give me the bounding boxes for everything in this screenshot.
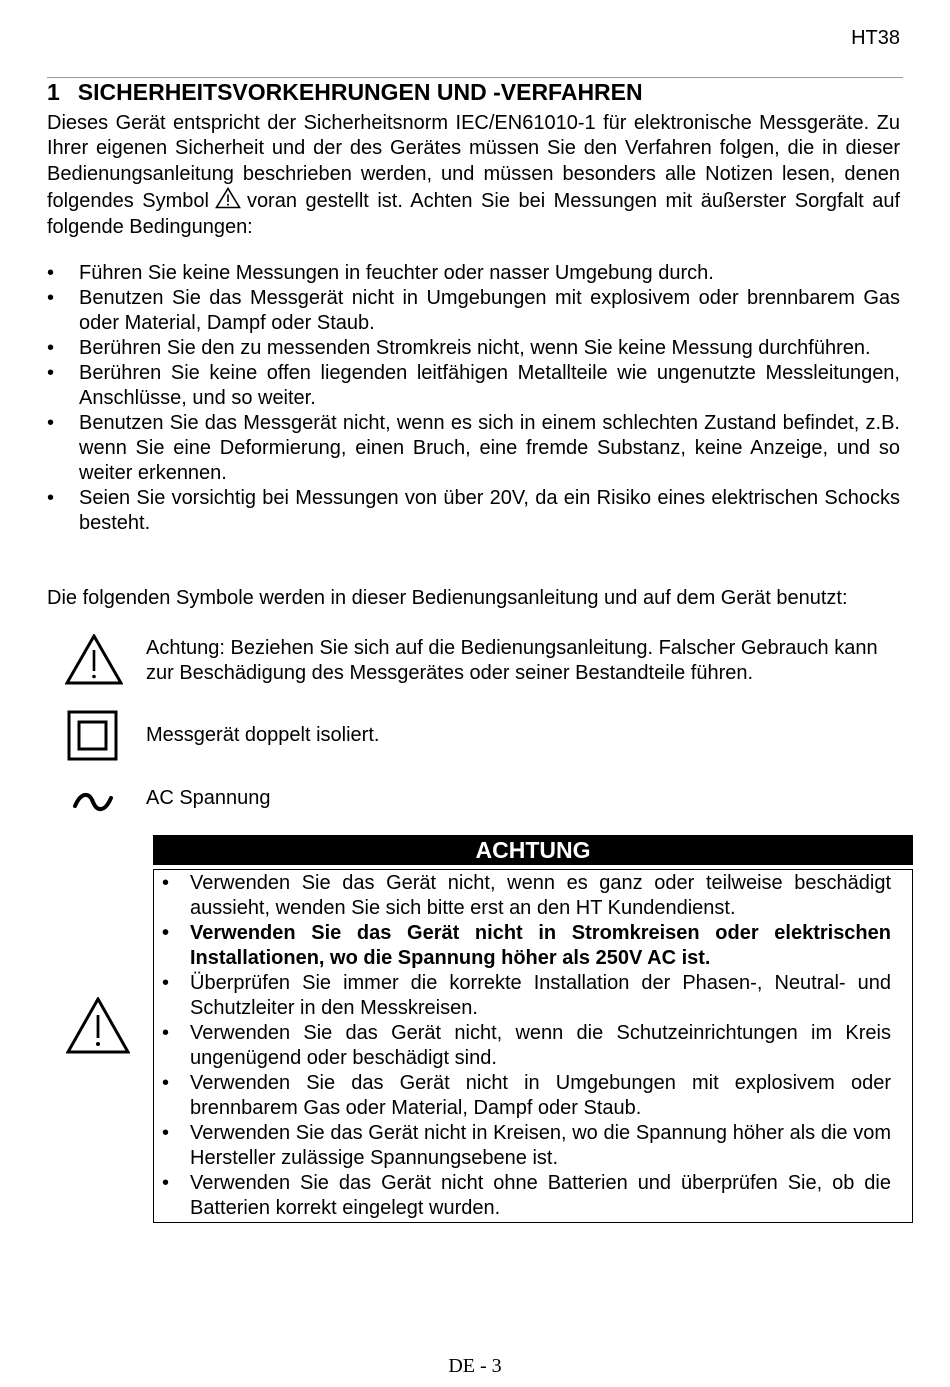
condition-item: • Berühren Sie den zu messenden Stromkreis nicht, wenn Sie keine Messung durchführen. bbox=[47, 336, 900, 361]
condition-item: • Benutzen Sie das Messgerät nicht in Umgebungen mit explosivem oder brennbarem Gas oder Material, Dampf oder Staub. bbox=[47, 286, 900, 336]
symbols-intro: Die folgenden Symbole werden in dieser Bedienungsanleitung und auf dem Gerät benutzt: bbox=[47, 587, 848, 609]
condition-item: • Führen Sie keine Messungen in feuchter oder nasser Umgebung durch. bbox=[47, 261, 900, 286]
achtung-item: • Verwenden Sie das Gerät nicht, wenn die Schutzeinrichtungen im Kreis ungenügend oder beschädigt sind. bbox=[162, 1021, 891, 1071]
header-model-code: HT38 bbox=[851, 27, 900, 49]
section-number: 1 bbox=[47, 79, 60, 105]
achtung-list bbox=[162, 871, 891, 1221]
symbol-row-double-insulation bbox=[47, 710, 903, 762]
symbol-text-double-insulation: Messgerät doppelt isoliert. bbox=[146, 724, 380, 746]
condition-item: • Berühren Sie keine offen liegenden leitfähigen Metallteile wie ungenutzte Messleitungen, Anschlüsse, und so weiter. bbox=[47, 361, 900, 411]
warning-triangle-icon bbox=[215, 187, 241, 209]
double-insulation-icon bbox=[67, 710, 119, 767]
section-title-text: SICHERHEITSVORKEHRUNGEN UND -VERFAHREN bbox=[77, 79, 643, 105]
header-rule bbox=[47, 77, 903, 78]
achtung-item: • Verwenden Sie das Gerät nicht, wenn es ganz oder teilweise beschädigt aussieht, wenden Sie sich bitte erst an den HT Kundendienst. bbox=[162, 871, 891, 921]
achtung-item: • Verwenden Sie das Gerät nicht in Kreisen, wo die Spannung höher als die vom Hersteller zulässige Spannungsebene ist. bbox=[162, 1121, 891, 1171]
condition-item: • Benutzen Sie das Messgerät nicht, wenn es sich in einem schlechten Zustand befindet, z.B. wenn Sie eine Deformierung, einen Bruch, eine fremde Substanz, keine Anzeige, und so weiter erkennen. bbox=[47, 411, 900, 486]
intro-paragraph bbox=[47, 111, 900, 240]
symbol-row-warning bbox=[47, 636, 903, 692]
section-title bbox=[47, 79, 903, 106]
achtung-item: • Verwenden Sie das Gerät nicht in Umgebungen mit explosivem oder brennbarem Gas oder Material, Dampf oder Staub. bbox=[162, 1071, 891, 1121]
symbol-row-ac bbox=[47, 786, 903, 816]
achtung-item: • Überprüfen Sie immer die korrekte Installation der Phasen-, Neutral- und Schutzleiter in den Messkreisen. bbox=[162, 971, 891, 1021]
achtung-item: • Verwenden Sie das Gerät nicht ohne Batterien und überprüfen Sie, ob die Batterien korrekt eingelegt wurden. bbox=[162, 1171, 891, 1221]
intro-text-part2: voran gestellt ist. Achten Sie bei Messungen mit äußerster Sorgfalt auf folgende Bedingungen: bbox=[47, 190, 901, 238]
conditions-list bbox=[47, 261, 900, 536]
page-number: DE - 3 bbox=[448, 1355, 502, 1377]
symbol-text-ac: AC Spannung bbox=[146, 787, 271, 809]
achtung-item-emphasis: • Verwenden Sie das Gerät nicht in Stromkreisen oder elektrischen Installationen, wo die Spannung höher als 250V AC ist. bbox=[162, 921, 891, 971]
intro-text-part1: Dieses Gerät entspricht der Sicherheitsnorm IEC/EN61010-1 für elektronische Messgeräte. Zu Ihrer eigenen Sicherheit und der des Gerätes müssen Sie den Verfahren folgen, die in dieser Bedienungsanleitung beschrieben werden, und müssen besonders alle Notizen lesen, denen folgendes Symbol bbox=[47, 112, 900, 213]
ac-tilde-icon bbox=[72, 790, 114, 819]
condition-item: • Seien Sie vorsichtig bei Messungen von über 20V, da ein Risiko eines elektrischen Schocks besteht. bbox=[47, 486, 900, 536]
warning-triangle-icon bbox=[65, 634, 123, 691]
symbol-text-warning: Achtung: Beziehen Sie sich auf die Bedienungsanleitung. Falscher Gebrauch kann zur Beschädigung des Messgerätes oder seiner Bestandteile führen. bbox=[146, 637, 878, 684]
warning-triangle-icon bbox=[66, 997, 130, 1060]
achtung-title: ACHTUNG bbox=[153, 835, 913, 865]
